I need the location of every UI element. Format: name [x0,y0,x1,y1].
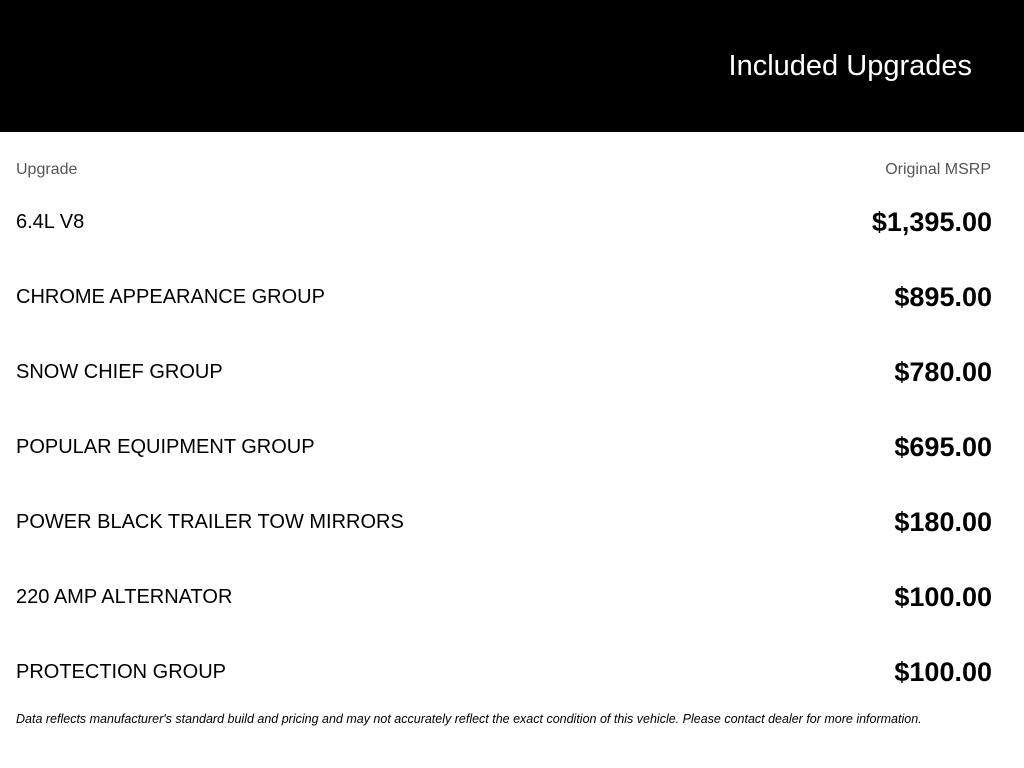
upgrade-price: $695.00 [894,432,992,462]
upgrade-price: $895.00 [894,282,992,312]
column-header-msrp: Original MSRP [885,161,991,178]
column-header-upgrade: Upgrade [16,161,78,178]
upgrade-name: POWER BLACK TRAILER TOW MIRRORS [16,511,404,533]
upgrade-name: CHROME APPEARANCE GROUP [16,286,325,308]
upgrade-row [16,260,992,335]
upgrade-price: $100.00 [894,582,992,612]
upgrade-row [16,335,992,410]
disclaimer-text: Data reflects manufacturer's standard build and pricing and may not accurately reflect the exact condition of this vehicle. Please contact dealer for more information. [16,712,922,726]
upgrade-row [16,485,992,560]
upgrade-price: $100.00 [894,657,992,687]
page-title: Included Upgrades [728,50,972,82]
upgrade-list [16,185,992,710]
upgrade-name: POPULAR EQUIPMENT GROUP [16,436,315,458]
upgrade-price: $180.00 [894,507,992,537]
upgrade-name: SNOW CHIEF GROUP [16,361,223,383]
upgrade-price: $1,395.00 [871,207,992,237]
upgrade-row [16,410,992,485]
upgrade-row [16,560,992,635]
page-header [0,0,1024,132]
upgrade-name: 6.4L V8 [16,211,85,233]
upgrade-row [16,635,992,710]
upgrade-name: PROTECTION GROUP [16,661,227,683]
upgrade-price: $780.00 [894,357,992,387]
upgrade-row [16,185,992,260]
upgrade-name: 220 AMP ALTERNATOR [16,586,233,608]
column-headers [16,160,991,180]
